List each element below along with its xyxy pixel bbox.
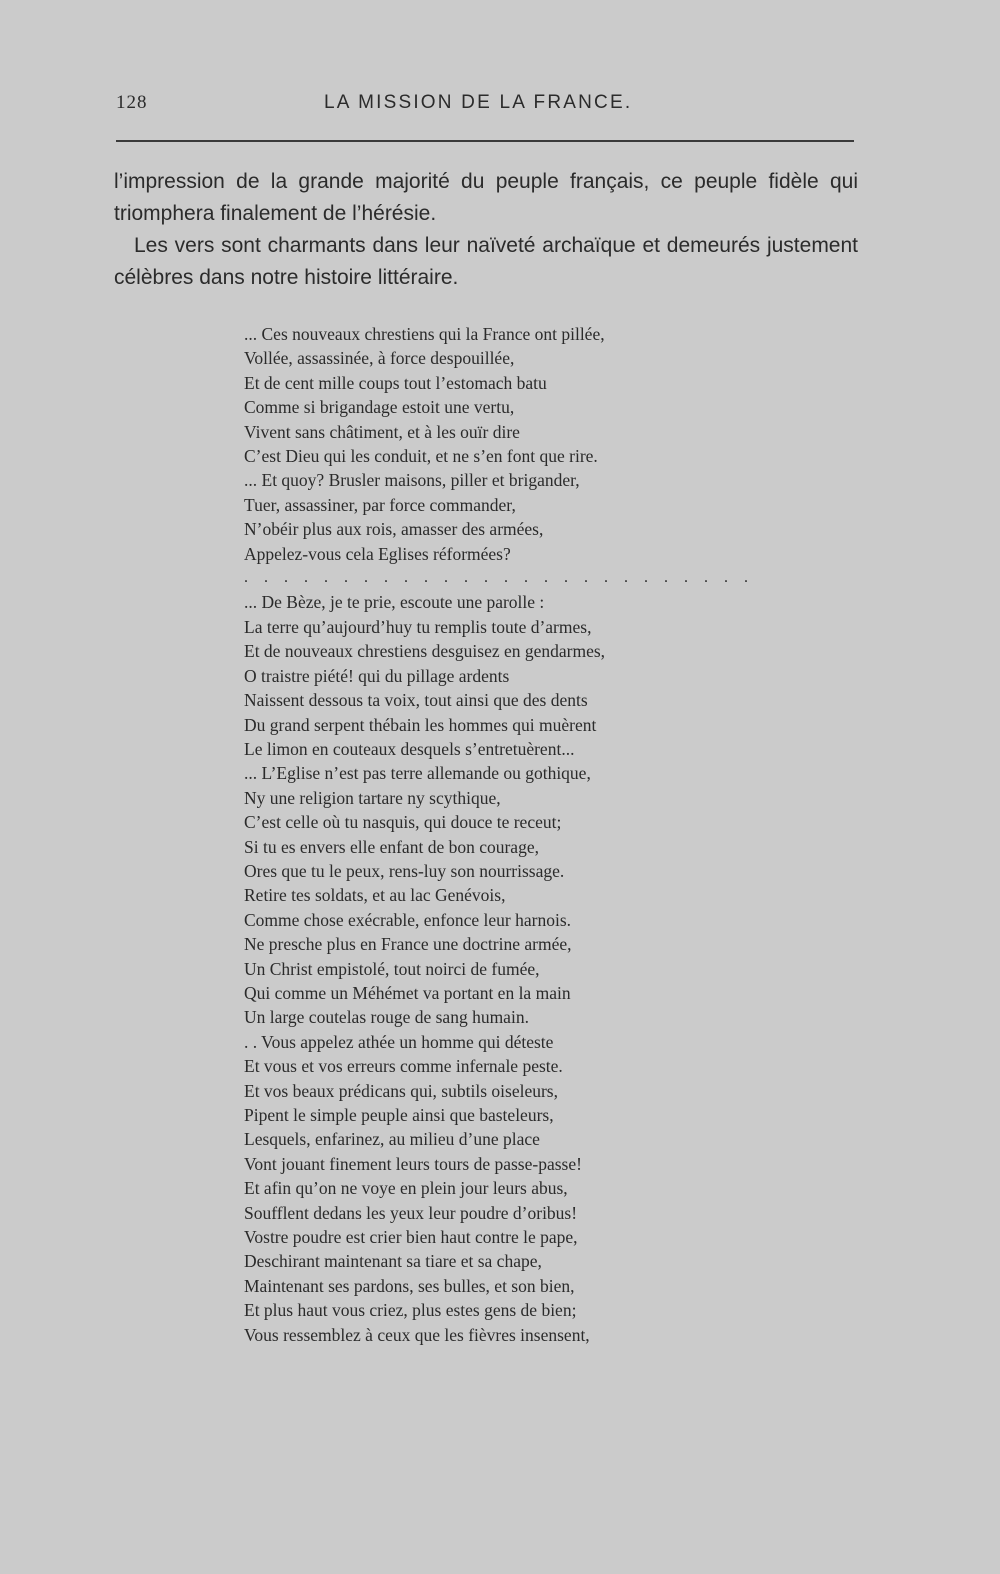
verse-line: Vollée, assassinée, à force despouillée,	[244, 348, 515, 369]
verse-line: ... Et quoy? Brusler maisons, piller et brigander,	[244, 470, 580, 491]
verse-quotation	[244, 322, 754, 1347]
verse-line: Comme si brigandage estoit une vertu,	[244, 397, 515, 418]
verse-stanza-1	[244, 322, 684, 566]
verse-stanza-2	[244, 590, 684, 1347]
verse-line: Si tu es envers elle enfant de bon courage,	[244, 836, 539, 857]
verse-line: Le limon en couteaux desquels s’entretuèrent...	[244, 738, 575, 759]
verse-line: Du grand serpent thébain les hommes qui muèrent	[244, 714, 597, 735]
verse-line: Un large coutelas rouge de sang humain.	[244, 1007, 529, 1028]
prose-paragraph: l’impression de la grande majorité du peuple français, ce peuple fidèle qui triomphera finalement de l’hérésie.	[114, 170, 858, 225]
verse-line: ... L’Eglise n’est pas terre allemande ou gothique,	[244, 763, 591, 784]
verse-line: Tuer, assassiner, par force commander,	[244, 494, 516, 515]
verse-line: Vont jouant finement leurs tours de passe-passe!	[244, 1153, 582, 1174]
prose-paragraph: Les vers sont charmants dans leur naïveté archaïque et demeurés justement célèbres dans notre histoire littéraire.	[114, 234, 858, 289]
verse-line: . . Vous appelez athée un homme qui déteste	[244, 1031, 554, 1052]
verse-line: Pipent le simple peuple ainsi que basteleurs,	[244, 1105, 554, 1125]
verse-line: Soufflent dedans les yeux leur poudre d’oribus!	[244, 1202, 578, 1223]
verse-line: Ne presche plus en France une doctrine armée,	[244, 934, 572, 955]
verse-line: Un Christ empistolé, tout noirci de fumée,	[244, 958, 540, 979]
prose-block	[114, 166, 858, 294]
verse-line: Et afin qu’on ne voye en plein jour leurs abus,	[244, 1178, 568, 1199]
verse-line: Retire tes soldats, et au lac Genévois,	[244, 885, 506, 906]
verse-line: Naissent dessous ta voix, tout ainsi que des dents	[244, 690, 588, 711]
verse-line: Lesquels, enfarinez, au milieu d’une place	[244, 1129, 540, 1150]
verse-line: Ny une religion tartare ny scythique,	[244, 787, 501, 808]
verse-line: La terre qu’aujourd’huy tu remplis toute d’armes,	[244, 616, 592, 637]
verse-line: Ores que tu le peux, rens-luy son nourrissage.	[244, 860, 565, 881]
running-header	[116, 92, 856, 122]
verse-line: Deschirant maintenant sa tiare et sa chape,	[244, 1251, 542, 1272]
verse-line: ... Ces nouveaux chrestiens qui la France ont pillée,	[244, 324, 605, 344]
verse-line: Et plus haut vous criez, plus estes gens de bien;	[244, 1300, 577, 1321]
ellipsis-row: . . . . . . . . . . . . . . . . . . . . . . . . . .	[244, 569, 754, 587]
verse-line: Et vos beaux prédicans qui, subtils oiseleurs,	[244, 1080, 558, 1101]
verse-line: C’est Dieu qui les conduit, et ne s’en font que rire.	[244, 446, 598, 467]
verse-line: Vivent sans châtiment, et à les ouïr dire	[244, 421, 520, 442]
verse-line: C’est celle où tu nasquis, qui douce te receut;	[244, 812, 562, 833]
verse-line: O traistre piété! qui du pillage ardents	[244, 665, 510, 686]
verse-line: Qui comme un Méhémet va portant en la main	[244, 982, 571, 1003]
verse-line: Et de cent mille coups tout l’estomach batu	[244, 372, 547, 393]
verse-line: Et de nouveaux chrestiens desguisez en gendarmes,	[244, 641, 606, 662]
verse-line: Vous ressemblez à ceux que les fièvres insensent,	[244, 1324, 590, 1345]
verse-line: Vostre poudre est crier bien haut contre le pape,	[244, 1227, 578, 1248]
header-rule	[116, 140, 854, 142]
verse-line: N’obéir plus aux rois, amasser des armées,	[244, 519, 544, 540]
verse-line: ... De Bèze, je te prie, escoute une parolle :	[244, 592, 545, 613]
page-number: 128	[116, 92, 148, 113]
verse-line: Maintenant ses pardons, ses bulles, et son bien,	[244, 1275, 575, 1296]
verse-line: Comme chose exécrable, enfonce leur harnois.	[244, 909, 572, 930]
verse-line: Appelez-vous cela Eglises réformées?	[244, 543, 511, 564]
running-title: LA MISSION DE LA FRANCE.	[324, 92, 633, 113]
verse-line: Et vous et vos erreurs comme infernale peste.	[244, 1056, 563, 1077]
